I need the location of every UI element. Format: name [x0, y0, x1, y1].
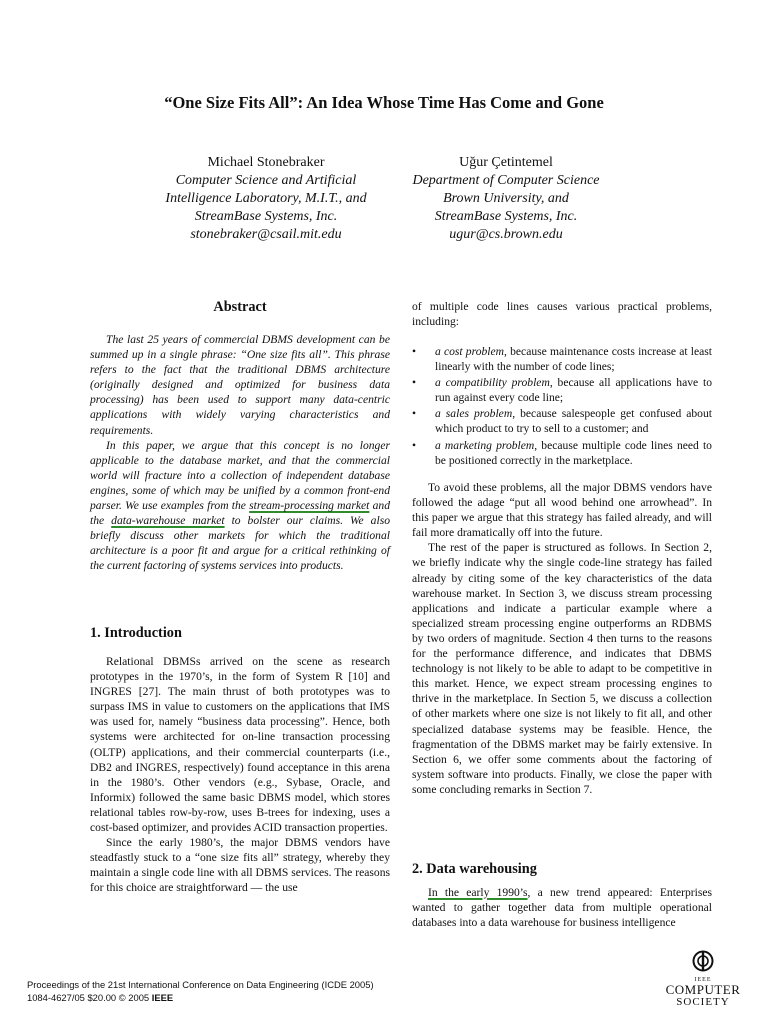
bullet-icon: • [412, 345, 417, 358]
author-name: Michael Stonebraker [207, 155, 325, 170]
right-paragraph-1: To avoid these problems, all the major DBMS vendors have followed the adage “put all wood behind one arrowhead”. In this paper we argue that this strategy has failed already, and will fail more dramatically off into the future. [412, 481, 712, 540]
problem-list [412, 344, 712, 469]
list-item-term: a marketing problem [435, 438, 535, 452]
author-affiliation-line: Department of Computer Science [412, 173, 600, 188]
abstract-paragraph-2 [90, 438, 390, 574]
page-footer [27, 978, 374, 1004]
continuation-paragraph: of multiple code lines causes various practical problems, including: [412, 300, 712, 329]
introduction-body [90, 654, 390, 896]
logo-society-text: SOCIETY [676, 996, 730, 1008]
ieee-emblem-icon [688, 950, 718, 972]
author-affiliation-line: StreamBase Systems, Inc. [434, 209, 578, 224]
introduction-paragraph-1: Relational DBMSs arrived on the scene as research prototypes in the 1970’s, in the form of System R [10] and INGRES [27]. The main thrust of both prototypes was to surpass IMS in value to customers on the applications that IMS was used for, namely “business data processing”. Hence, both systems were architected for on-line transaction processing (OLTP) applications, and their commercial counterparts (i.e., DB2 and INGRES, respectively) found acceptance in this arena in the 1980’s. Other vendors (e.g., Sybase, Oracle, and Informix) followed the same basic DBMS model, which stores relational tables row-by-row, uses B-trees for indexing, uses a cost-based optimizer, and provides ACID transaction properties. [90, 655, 390, 835]
footer-copyright-text: 1084-4627/05 $20.00 © 2005 [27, 992, 152, 1003]
paragraph-text: , a new trend appeared: Enterprises wanted to gather together data from multiple operational databases into a data warehouse for business intelligence [412, 886, 712, 930]
list-item-text: , because maintenance costs increase at least linearly with the number of code lines; [435, 345, 712, 374]
introduction-paragraph-2: Since the early 1980’s, the major DBMS vendors have steadfastly stuck to a “one size fits all” strategy, whereby they maintain a single code line with all DBMS services. The reasons for this choice are straightforward ― the use [90, 836, 390, 895]
list-item-text: , because salespeople get confused about which product to try to sell to a customer; and [435, 407, 712, 436]
right-column-body [412, 480, 712, 797]
list-item [412, 438, 712, 468]
list-item-text: , because multiple code lines need to be positioned correctly in the marketplace. [435, 438, 712, 467]
list-item [412, 375, 712, 405]
abstract-text: In this paper, we argue that this concept is no longer applicable to the database market, and that the commercial world will fracture into a collection of independent database engines, some of which may be unified by a common front-end parser. We use examples from the [90, 438, 390, 513]
abstract-heading: Abstract [213, 299, 267, 315]
bullet-icon: • [412, 376, 417, 390]
data-warehousing-body [412, 885, 712, 930]
footer-ieee: IEEE [151, 992, 174, 1003]
introduction-heading: 1. Introduction [90, 625, 182, 641]
list-item-term: a compatibility problem [435, 376, 550, 390]
list-item [412, 344, 712, 374]
author-email: stonebraker@csail.mit.edu [190, 227, 342, 242]
data-warehousing-paragraph [412, 885, 712, 930]
author-affiliation-line: Computer Science and Artificial [175, 173, 357, 188]
author-email: ugur@cs.brown.edu [449, 227, 563, 242]
abstract-body [90, 332, 390, 574]
right-paragraph-2: The rest of the paper is structured as follows. In Section 2, we briefly indicate why the single code-line strategy has failed already by citing some of the key characteristics of the data warehouse market. In Section 3, we discuss stream processing applications and indicate a particular example where a specialized stream processing engine outperforms an RDBMS by two orders of magnitude. Section 4 then turns to the reasons for the performance difference, and indicates that DBMS technology is not likely to be able to adapt to be competitive in this market. Hence, we expect stream processing engines to thrive in the marketplace. In Section 5, we discuss a collection of other markets where one size is not likely to fit all, and other specialized database systems may be feasible. Hence, the fragmentation of the DBMS market may be fairly extensive. In Section 6, we offer some comments about the factoring of system software into products. Finally, we close the paper with some concluding remarks in Section 7. [412, 541, 712, 796]
author-affiliation-line: Intelligence Laboratory, M.I.T., and [165, 191, 367, 206]
author-affiliation-line: StreamBase Systems, Inc. [194, 209, 338, 224]
footer-copyright [27, 991, 374, 1004]
bullet-icon: • [412, 407, 417, 421]
right-column-continuation [412, 299, 712, 329]
author-2 [356, 154, 656, 244]
paper-title: “One Size Fits All”: An Idea Whose Time Has Come and Gone [164, 93, 604, 112]
stream-processing-market-link[interactable]: stream-processing market [249, 499, 370, 513]
list-item [412, 406, 712, 436]
abstract-paragraph-1: The last 25 years of commercial DBMS development can be summed up in a single phrase: “One size fits all”. This phrase refers to the fact that the traditional DBMS architecture (originally designed and optimized for business data processing) has been used to support many data-centric applications with widely varying characteristics and requirements. [90, 333, 390, 437]
logo-ieee-text: IEEE [694, 977, 712, 983]
list-item-term: a sales problem [435, 407, 513, 421]
logo-computer-text: COMPUTER [665, 982, 741, 997]
author-name: Uğur Çetintemel [459, 155, 553, 170]
early-1990s-link[interactable]: In the early 1990’s [428, 886, 528, 899]
computer-society-logo [660, 950, 746, 1008]
list-item-text: , because all applications have to run against every code line; [435, 376, 713, 405]
abstract-text: and the [90, 499, 390, 528]
abstract-text: to bolster our claims. We also briefly discuss other markets for which the traditional architecture is a poor fit and argue for a critical rethinking of the current factoring of systems services into products. [90, 514, 391, 573]
list-item-term: a cost problem [435, 345, 505, 358]
data-warehouse-market-link[interactable]: data-warehouse market [111, 514, 225, 528]
bullet-icon: • [412, 438, 417, 452]
footer-proceedings: Proceedings of the 21st International Conference on Data Engineering (ICDE 2005) [27, 979, 374, 990]
author-affiliation-line: Brown University, and [443, 191, 569, 206]
data-warehousing-heading: 2. Data warehousing [412, 861, 537, 877]
